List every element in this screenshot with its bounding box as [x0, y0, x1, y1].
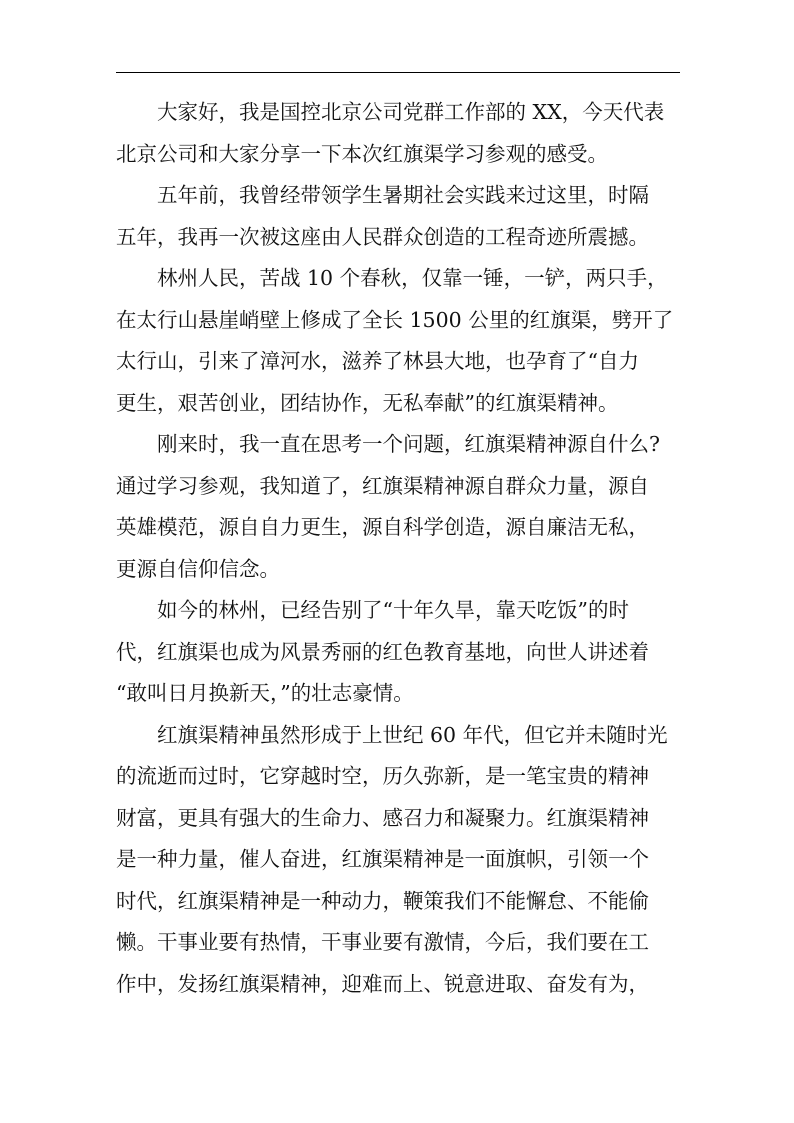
text-line: 代，红旗渠也成为风景秀丽的红色教育基地，向世人讲述着: [116, 639, 649, 664]
text-line: 更生，艰苦创业，团结协作，无私奉献”的红旗渠精神。: [116, 390, 619, 415]
text-line: 是一种力量，催人奋进，红旗渠精神是一面旗帜，引领一个: [116, 847, 649, 871]
text-line: 刚来时，我一直在思考一个问题，红旗渠精神源自什么?: [157, 432, 660, 456]
text-line: 五年前，我曾经带领学生暑期社会实践来过这里，时隔: [157, 183, 649, 207]
text-line: “敢叫日月换新天，”的壮志豪情。: [116, 681, 414, 705]
text-line: 北京公司和大家分享一下本次红旗渠学习参观的感受。: [116, 141, 608, 166]
text-line: 红旗渠精神虽然形成于上世纪 60 年代，但它并未随时光: [157, 722, 668, 747]
text-line: 更源自信仰信念。: [116, 556, 280, 581]
text-line: 英雄模范，源自自力更生，源自科学创造，源自廉洁无私，: [116, 515, 649, 539]
header-rule: [116, 72, 680, 73]
text-line: 太行山，引来了漳河水，滋养了林县大地，也孕育了“自力: [116, 349, 639, 373]
text-line: 懒。干事业要有热情，干事业要有激情，今后，我们要在工: [116, 930, 649, 954]
text-line: 在太行山悬崖峭壁上修成了全长 1500 公里的红旗渠，劈开了: [116, 307, 674, 332]
text-line: 通过学习参观，我知道了，红旗渠精神源自群众力量，源自: [116, 473, 649, 498]
text-line: 的流逝而过时，它穿越时空，历久弥新，是一笔宝贵的精神: [116, 764, 649, 788]
text-line: 如今的林州，已经告别了“十年久旱，靠天吃饭”的时: [157, 598, 629, 622]
text-line: 作中，发扬红旗渠精神，迎难而上、锐意进取、奋发有为，: [116, 971, 649, 996]
text-line: 财富，更具有强大的生命力、感召力和凝聚力。红旗渠精神: [116, 805, 649, 830]
text-line: 时代，红旗渠精神是一种动力，鞭策我们不能懈怠、不能偷: [116, 888, 649, 913]
text-line: 大家好，我是国控北京公司党群工作部的 XX，今天代表: [157, 100, 665, 124]
text-line: 五年，我再一次被这座由人民群众创造的工程奇迹所震撼。: [116, 224, 649, 249]
body-text: [116, 92, 682, 1005]
text-line: 林州人民，苦战 10 个春秋，仅靠一锤，一铲，两只手，: [157, 266, 668, 290]
